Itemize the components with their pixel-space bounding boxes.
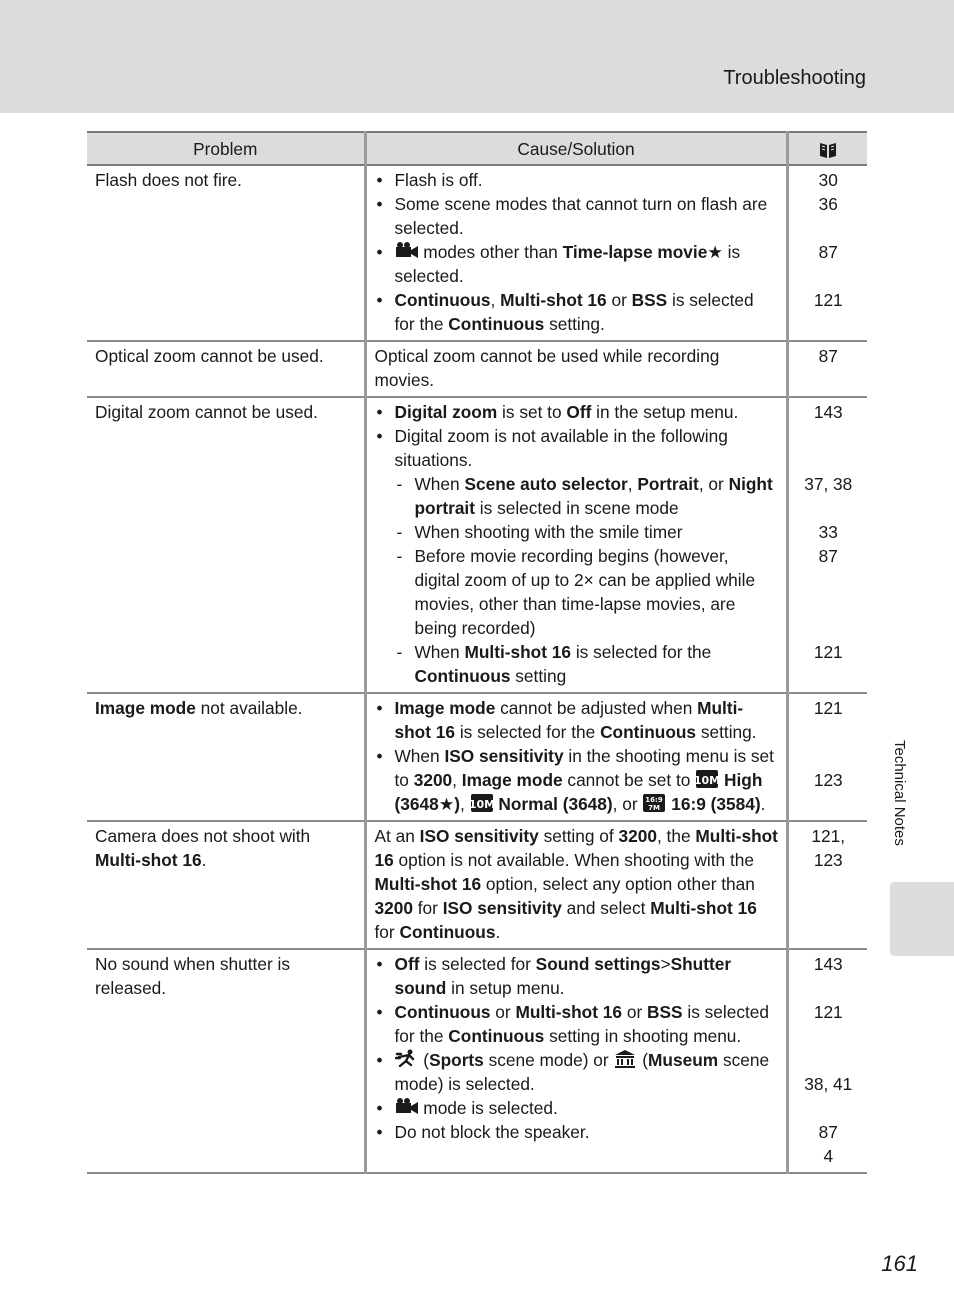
cause-cell: Optical zoom cannot be used while recording movies.: [365, 341, 787, 397]
list-item: • When ISO sensitivity in the shooting menu is set to 3200, Image mode cannot be set to 10M High (3648★), 10M Normal (3648), or 16:9 7M 16:9 (3584).: [375, 744, 779, 816]
list-item: • Off is selected for Sound settings>Shutter sound in setup menu.: [375, 952, 779, 1000]
table-row: [87, 693, 867, 821]
cause-cell: [365, 949, 787, 1173]
movie-camera-icon: [395, 242, 419, 260]
image-size-10M-high-icon: [695, 769, 719, 789]
header-problem: Problem: [87, 132, 365, 165]
image-size-10M-normal-icon: [470, 793, 494, 813]
header-cause-solution: Cause/Solution: [365, 132, 787, 165]
table-row: [87, 949, 867, 1173]
problem-cell: Digital zoom cannot be used.: [87, 397, 365, 693]
table-row: [87, 397, 867, 693]
list-item: • Image mode cannot be adjusted when Multi-shot 16 is selected for the Continuous setting.: [375, 696, 779, 744]
header-page-ref: [787, 132, 867, 165]
sub-list-item: - When shooting with the smile timer: [395, 520, 779, 544]
svg-text:16:9: 16:9: [645, 796, 664, 804]
list-item: • modes other than Time-lapse movie★ is selected.: [375, 240, 779, 288]
list-item: • mode is selected.: [375, 1096, 779, 1120]
list-item: • Continuous, Multi-shot 16 or BSS is selected for the Continuous setting.: [375, 288, 779, 336]
list-item: • Digital zoom is set to Off in the setup menu.: [375, 400, 779, 424]
problem-cell: Optical zoom cannot be used.: [87, 341, 365, 397]
page-ref-cell: 121 123: [787, 693, 867, 821]
problem-cell: Flash does not fire.: [87, 165, 365, 341]
page-ref-cell: 30 36 87 121: [787, 165, 867, 341]
movie-camera-icon: [395, 1098, 419, 1116]
section-title: Troubleshooting: [723, 67, 866, 89]
problem-cell: No sound when shutter is released.: [87, 949, 365, 1173]
problem-cell: Camera does not shoot with Multi-shot 16.: [87, 821, 365, 949]
list-item: • Do not block the speaker.: [375, 1120, 779, 1144]
museum-scene-icon: [613, 1049, 637, 1069]
header-band: [0, 0, 954, 113]
troubleshooting-table: [87, 131, 867, 1174]
cause-cell: [365, 693, 787, 821]
problem-cell: Image mode not available.: [87, 693, 365, 821]
svg-text:7M: 7M: [648, 804, 661, 812]
table-row: [87, 341, 867, 397]
list-item: • Some scene modes that cannot turn on flash are selected.: [375, 192, 779, 240]
cause-cell: [365, 397, 787, 693]
side-tab: [890, 882, 954, 956]
side-tab-label: Technical Notes: [891, 740, 908, 846]
page-ref-cell: 121, 123: [787, 821, 867, 949]
book-icon: [818, 140, 838, 160]
page-number: 161: [881, 1251, 918, 1276]
sub-list-item: - When Scene auto selector, Portrait, or Night portrait is selected in scene mode: [395, 472, 779, 520]
table-header-row: [87, 132, 867, 165]
list-item: • Flash is off.: [375, 168, 779, 192]
list-item: • Continuous or Multi-shot 16 or BSS is selected for the Continuous setting in shooting menu.: [375, 1000, 779, 1048]
sub-list-item: - When Multi-shot 16 is selected for the Continuous setting: [395, 640, 779, 688]
sports-scene-icon: [395, 1049, 419, 1069]
table-row: [87, 165, 867, 341]
list-item: • Digital zoom is not available in the following situations. - When Scene auto selector, Portrait, or Night portrait is selected in scene mode - When shooting with the smile timer - Before movie recording begins (however, digital zoom of up to 2× can be applied while movies, other than time-lapse movies, are being recorded) - When Multi-shot 16 is selected for the Continuous setting: [375, 424, 779, 688]
page-ref-cell: 87: [787, 341, 867, 397]
svg-text:10M: 10M: [695, 774, 720, 787]
table-row: [87, 821, 867, 949]
page-ref-cell: 143 121 38, 41 87 4: [787, 949, 867, 1173]
svg-text:10M: 10M: [469, 798, 494, 811]
list-item: • (Sports scene mode) or (Museum scene mode) is selected.: [375, 1048, 779, 1096]
sub-list-item: - Before movie recording begins (however, digital zoom of up to 2× can be applied while movies, other than time-lapse movies, are being recorded): [395, 544, 779, 640]
cause-cell: [365, 165, 787, 341]
page-ref-cell: 143 37, 38 33 87 121: [787, 397, 867, 693]
image-size-16-9-7M-icon: [642, 793, 666, 813]
cause-cell: At an ISO sensitivity setting of 3200, the Multi-shot 16 option is not available. When shooting with the Multi-shot 16 option, select any option other than 3200 for ISO sensitivity and select Multi-shot 16 for Continuous.: [365, 821, 787, 949]
